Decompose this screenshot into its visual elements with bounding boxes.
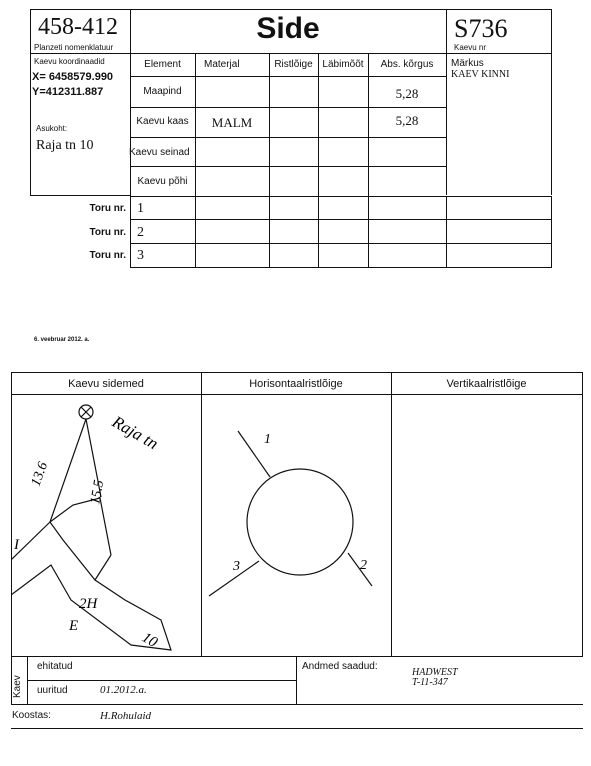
- planzet-label: Planzeti nomenklatuur: [34, 43, 114, 52]
- sketch-house-number: 10: [139, 629, 160, 651]
- sketch-roman: I: [14, 537, 19, 553]
- row-element: Maapind: [143, 86, 182, 97]
- sketch-house: 2H: [79, 596, 98, 612]
- header-element: Element: [144, 59, 181, 70]
- remark-value: KAEV KINNI: [451, 69, 510, 80]
- compiled-label: Koostas:: [12, 710, 51, 721]
- section-title-vertical: Vertikaalristlõige: [446, 378, 527, 390]
- header-abs-height: Abs. kõrgus: [380, 59, 434, 70]
- built-label: ehitatud: [37, 661, 73, 672]
- row-material: MALM: [211, 115, 253, 130]
- well-number: S736: [454, 14, 508, 43]
- surveyed-value: 01.2012.a.: [100, 684, 147, 696]
- row-abs-height: 5,28: [395, 86, 419, 101]
- pipe-number: 1: [137, 201, 144, 216]
- x-coordinate: X= 6458579.990: [32, 71, 114, 83]
- pipe-label-1: 1: [264, 432, 271, 447]
- kaev-label: Kaev: [12, 675, 23, 698]
- pipe-label-3: 3: [233, 559, 240, 574]
- pipe-number: 2: [137, 225, 144, 240]
- connections-sketch: [11, 395, 201, 656]
- row-element: Kaevu seinad: [129, 147, 190, 158]
- sketch-street: Raja tn: [109, 412, 162, 454]
- planzet-number: 458-412: [38, 14, 118, 40]
- horizontal-section-diagram: [202, 395, 391, 656]
- row-abs-height: 5,28: [395, 113, 419, 128]
- sketch-distance: 13.6: [28, 460, 52, 489]
- section-title-horizontal: Horisontaalristlõige: [249, 378, 343, 390]
- header-cross-section: Ristlõige: [274, 59, 313, 70]
- row-element: Kaevu põhi: [137, 176, 188, 187]
- header-material: Materjal: [204, 59, 240, 70]
- header-diameter: Läbimõõt: [322, 59, 364, 70]
- well-circle: [247, 469, 353, 575]
- pipe-label: Toru nr.: [89, 227, 126, 238]
- coords-label: Kaevu koordinaadid: [34, 57, 105, 66]
- location-value: Raja tn 10: [36, 138, 94, 153]
- pipe-number: 3: [137, 248, 144, 263]
- data-from-value: HADWEST: [412, 667, 458, 678]
- data-from-label: Andmed saadud:: [302, 661, 378, 672]
- date-text: 6. veebruar 2012. a.: [34, 337, 90, 343]
- y-coordinate: Y=412311.887: [32, 86, 104, 98]
- sketch-house-letter: E: [69, 618, 79, 634]
- surveyed-label: uuritud: [37, 685, 68, 696]
- sketch-distance: 15.5: [88, 478, 108, 506]
- card-title: Side: [256, 12, 320, 45]
- remark-label: Märkus: [451, 58, 484, 69]
- section-title-connections: Kaevu sidemed: [68, 378, 144, 390]
- pipe-label: Toru nr.: [89, 250, 126, 261]
- pipe-label: Toru nr.: [89, 203, 126, 214]
- row-element: Kaevu kaas: [136, 116, 189, 127]
- compiled-value: H.Rohulaid: [100, 710, 152, 722]
- well-number-label: Kaevu nr: [454, 43, 487, 52]
- data-from-code: T-11-347: [412, 677, 448, 688]
- pipe-label-2: 2: [360, 558, 367, 573]
- location-label: Asukoht:: [36, 124, 68, 133]
